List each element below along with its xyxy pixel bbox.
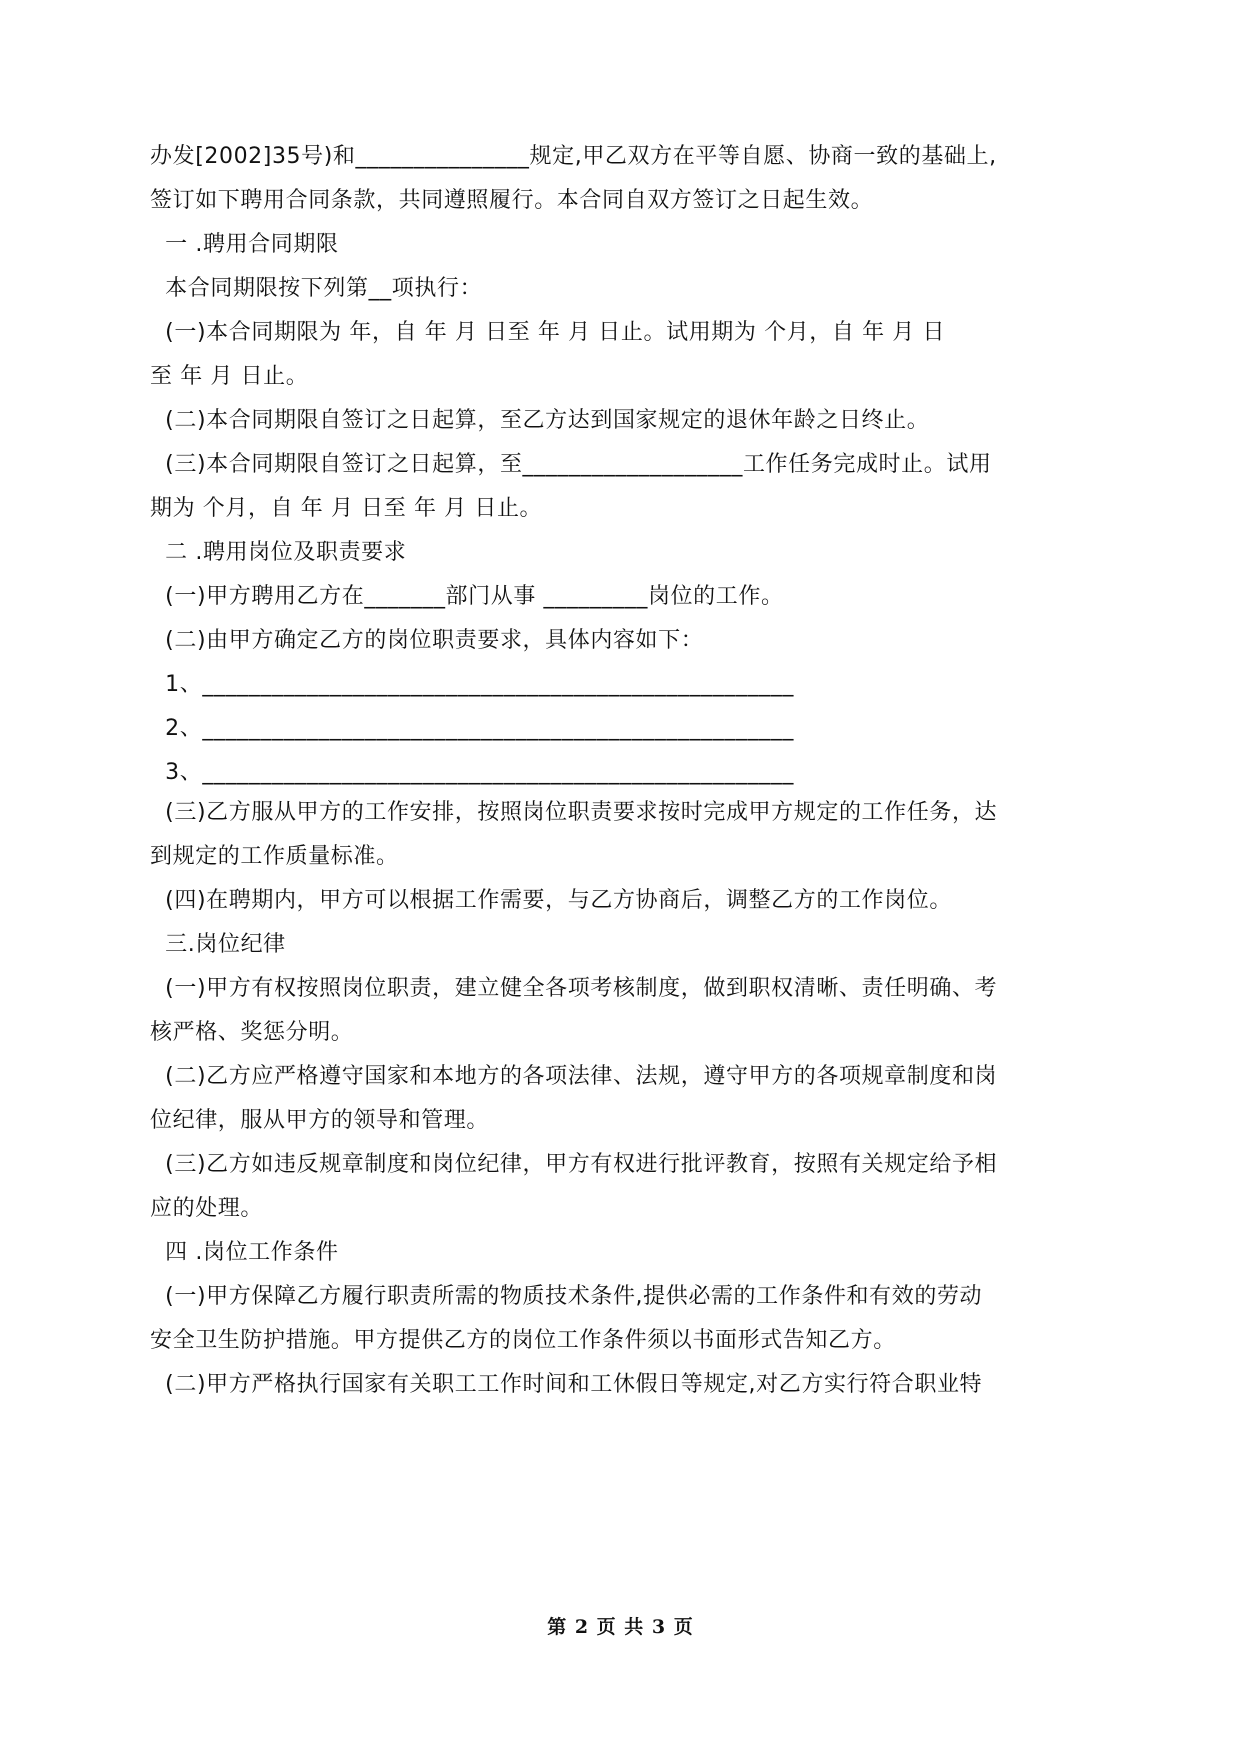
text-line: 签订如下聘用合同条款，共同遵照履行。本合同自双方签订之日起生效。: [150, 188, 874, 213]
duty-line-2: 2、___________________________________________________: [150, 716, 794, 741]
text-line: 应的处理。: [150, 1196, 264, 1221]
text-line: 核严格、奖惩分明。: [150, 1020, 354, 1045]
duty-line-3: 3、___________________________________________________: [150, 760, 794, 785]
section-heading: 三.岗位纪律: [150, 932, 286, 957]
text-line: (一)甲方有权按照岗位职责，建立健全各项考核制度，做到职权清晰、责任明确、考: [150, 976, 998, 1001]
section-heading: 四 .岗位工作条件: [150, 1240, 339, 1265]
section-heading: 一 .聘用合同期限: [150, 232, 339, 257]
text-line: (二)由甲方确定乙方的岗位职责要求，具体内容如下：: [150, 628, 704, 653]
text-line: (三)本合同期限自签订之日起算，至___________________工作任务完成时止。试用: [150, 452, 992, 477]
page-number-footer: 第 2 页 共 3 页: [547, 1616, 694, 1638]
text-line: 期为 个月，自 年 月 日至 年 月 日止。: [150, 496, 543, 521]
text-line: 到规定的工作质量标准。: [150, 844, 399, 869]
text-line: (二)本合同期限自签订之日起算，至乙方达到国家规定的退休年龄之日终止。: [150, 408, 930, 433]
text-line: 至 年 月 日止。: [150, 364, 309, 389]
text-line: (三)乙方服从甲方的工作安排，按照岗位职责要求按时完成甲方规定的工作任务，达: [150, 800, 998, 825]
text-line: (二)甲方严格执行国家有关职工工作时间和工休假日等规定,对乙方实行符合职业特: [150, 1372, 983, 1397]
text-line: (一)甲方保障乙方履行职责所需的物质技术条件,提供必需的工作条件和有效的劳动: [150, 1284, 983, 1309]
text-line: 位纪律，服从甲方的领导和管理。: [150, 1108, 490, 1133]
text-line: 本合同期限按下列第__项执行：: [150, 276, 483, 301]
text-line: 办发[2002]35号)和_______________规定,甲乙双方在平等自愿、协商一致的基础上,: [150, 144, 997, 169]
text-line: (一)本合同期限为 年，自 年 月 日至 年 月 日止。试用期为 个月，自 年 月 日: [150, 320, 946, 345]
section-heading: 二 .聘用岗位及职责要求: [150, 540, 407, 565]
duty-line-1: 1、___________________________________________________: [150, 672, 794, 697]
text-line: (一)甲方聘用乙方在_______部门从事 _________岗位的工作。: [150, 584, 784, 609]
text-line: (三)乙方如违反规章制度和岗位纪律，甲方有权进行批评教育，按照有关规定给予相: [150, 1152, 998, 1177]
text-line: (四)在聘期内，甲方可以根据工作需要，与乙方协商后，调整乙方的工作岗位。: [150, 888, 952, 913]
text-line: 安全卫生防护措施。甲方提供乙方的岗位工作条件须以书面形式告知乙方。: [150, 1328, 896, 1353]
text-line: (二)乙方应严格遵守国家和本地方的各项法律、法规，遵守甲方的各项规章制度和岗: [150, 1064, 998, 1089]
